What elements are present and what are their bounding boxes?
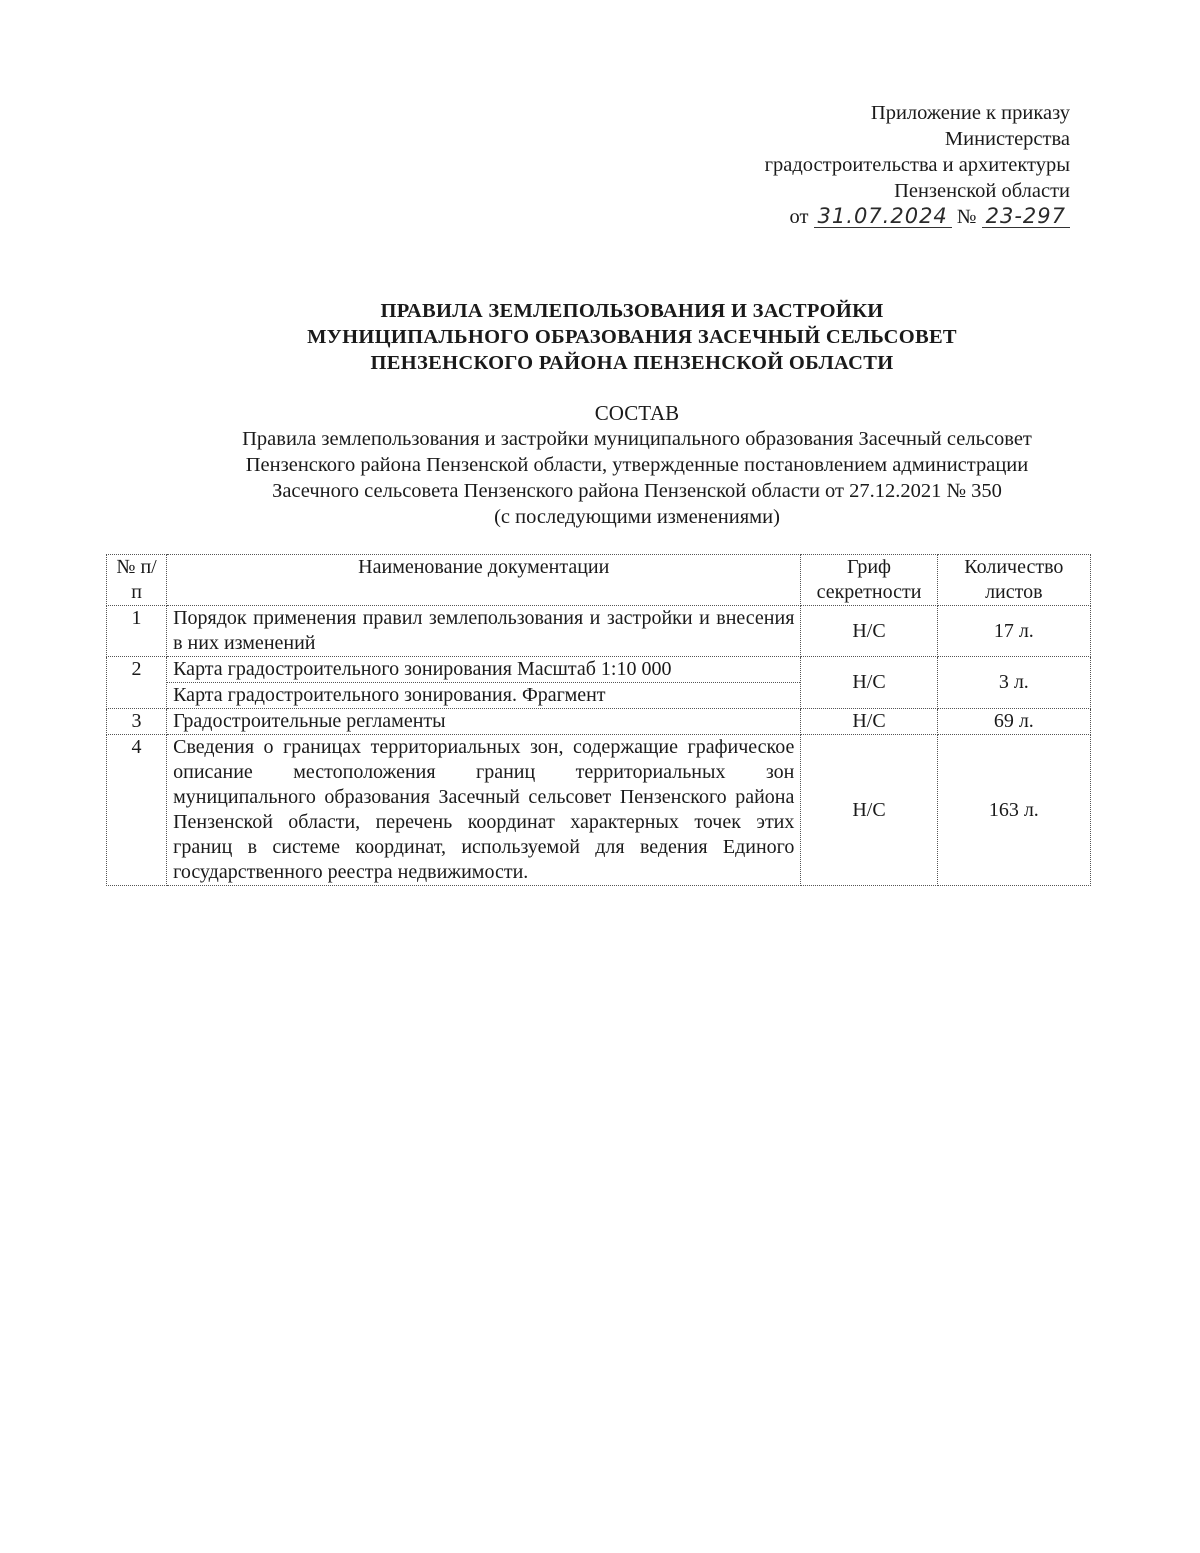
- row-num: 1: [107, 606, 167, 657]
- from-label: от: [789, 206, 809, 228]
- table-header-row: [107, 555, 1091, 606]
- attachment-line-3: градостроительства и архитектуры: [764, 154, 1070, 176]
- table-row: [107, 606, 1091, 657]
- document-title: [0, 298, 1200, 376]
- title-line-2: МУНИЦИПАЛЬНОГО ОБРАЗОВАНИЯ ЗАСЕЧНЫЙ СЕЛЬСОВЕТ: [307, 326, 957, 348]
- row-num: 3: [107, 709, 167, 735]
- row-count: 163 л.: [937, 735, 1090, 886]
- row-num: 4: [107, 735, 167, 886]
- sostav-heading: СОСТАВ: [594, 401, 680, 425]
- subtitle-block: [0, 426, 1200, 530]
- order-number: 23-297: [982, 205, 1070, 228]
- subtitle-line-2: Пензенского района Пензенской области, утвержденные постановлением администрации: [245, 454, 1029, 476]
- header-name: Наименование документации: [167, 555, 801, 606]
- row-name: Порядок применения правил землепользования и застройки и внесения в них изменений: [167, 606, 801, 657]
- order-date: 31.07.2024: [814, 205, 952, 228]
- row-name: Сведения о границах территориальных зон, содержащие графическое описание местоположения границ территориальных зон муниципального образования Засечный сельсовет Пензенского района Пензенской области, перечень координат характерных точек этих границ в системе координат, используемой для ведения Единого государственного реестра недвижимости.: [167, 735, 801, 886]
- row-count: 3 л.: [937, 657, 1090, 709]
- row-grif: Н/С: [801, 735, 937, 886]
- header-grif: Гриф секретности: [801, 555, 937, 606]
- header-num: № п/п: [107, 555, 167, 606]
- table-row: [107, 657, 1091, 709]
- attachment-block: [650, 100, 1070, 230]
- subtitle-line-3: Засечного сельсовета Пензенского района Пензенской области от 27.12.2021 № 350: [272, 480, 1002, 502]
- row-grif: Н/С: [801, 709, 937, 735]
- row-name: Градостроительные регламенты: [167, 709, 801, 735]
- title-line-1: ПРАВИЛА ЗЕМЛЕПОЛЬЗОВАНИЯ И ЗАСТРОЙКИ: [380, 300, 884, 322]
- number-label: №: [956, 206, 977, 228]
- attachment-line-2: Министерства: [944, 128, 1070, 150]
- row-name-group: [167, 657, 801, 709]
- order-date-number: [650, 204, 1070, 230]
- row-name-b: Карта градостроительного зонирования. Фрагмент: [167, 682, 800, 708]
- row-grif: Н/С: [801, 606, 937, 657]
- row-num: 2: [107, 657, 167, 709]
- documents-table: [106, 554, 1091, 886]
- table-row: [107, 735, 1091, 886]
- title-line-3: ПЕНЗЕНСКОГО РАЙОНА ПЕНЗЕНСКОЙ ОБЛАСТИ: [370, 352, 894, 374]
- row-name-a: Карта градостроительного зонирования Масштаб 1:10 000: [173, 658, 672, 680]
- row-grif: Н/С: [801, 657, 937, 709]
- row-count: 69 л.: [937, 709, 1090, 735]
- subtitle-line-4: (с последующими изменениями): [494, 506, 780, 528]
- header-count: Количество листов: [937, 555, 1090, 606]
- subtitle-line-1: Правила землепользования и застройки муниципального образования Засечный сельсовет: [242, 428, 1032, 450]
- row-count: 17 л.: [937, 606, 1090, 657]
- attachment-line-1: Приложение к приказу: [870, 102, 1070, 124]
- table-row: [107, 709, 1091, 735]
- attachment-line-4: Пензенской области: [894, 180, 1070, 202]
